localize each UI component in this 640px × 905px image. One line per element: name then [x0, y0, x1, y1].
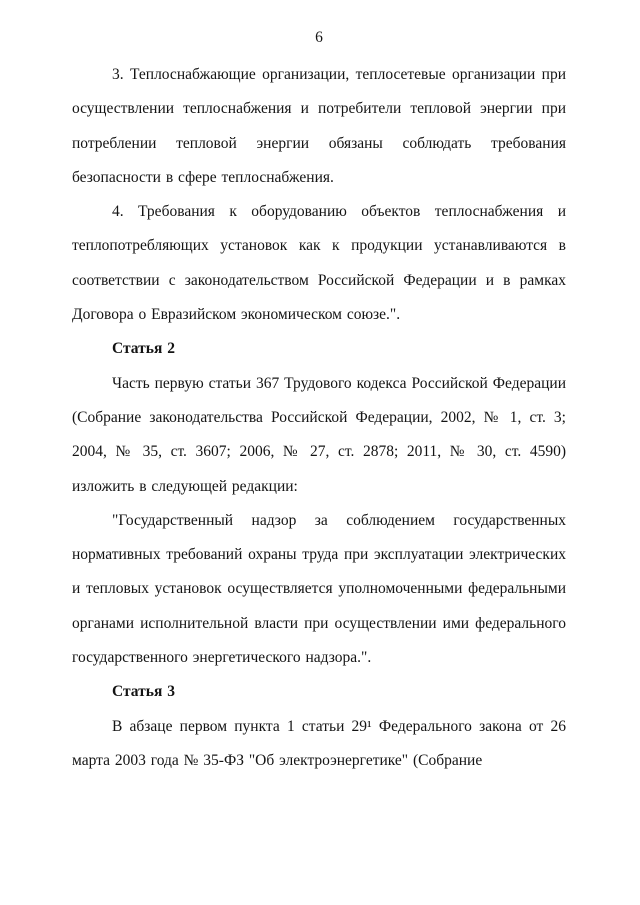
article-heading: Статья 3 [112, 683, 175, 701]
body-paragraph: Часть первую статьи 367 Трудового кодекса Российской Федерации (Собрание законодательства Российской Федерации, 2002, № 1, ст. 3; 2004, № 35, ст. 3607; 2006, № 27, ст. 2878; 2011, № 30, ст. 4590) изложить в следующей редакции: [72, 374, 566, 495]
body-paragraph: В абзаце первом пункта 1 статьи 29¹ Федерального закона от 26 марта 2003 года № 35-ФЗ "Об электроэнергетике" (Собрание [72, 717, 566, 769]
body-paragraph: 3. Теплоснабжающие организации, теплосетевые организации при осуществлении теплоснабжения и потребители тепловой энергии при потреблении тепловой энергии обязаны соблюдать требования безопасности в сфере теплоснабжения. [72, 66, 566, 186]
body-paragraph: "Государственный надзор за соблюдением государственных нормативных требований охраны труда при эксплуатации электрических и тепловых установок осуществляется уполномоченными федеральными органами исполнительной власти при осуществлении ими федерального государственного энергетического надзора.". [72, 511, 566, 667]
document-body [72, 58, 566, 778]
page-number: 6 [315, 29, 323, 46]
body-paragraph: 4. Требования к оборудованию объектов теплоснабжения и теплопотребляющих установок как к продукции устанавливаются в соответствии с законодательством Российской Федерации и в рамках Договора о Евразийском экономическом союзе.". [72, 203, 566, 324]
article-heading: Статья 2 [112, 340, 175, 358]
